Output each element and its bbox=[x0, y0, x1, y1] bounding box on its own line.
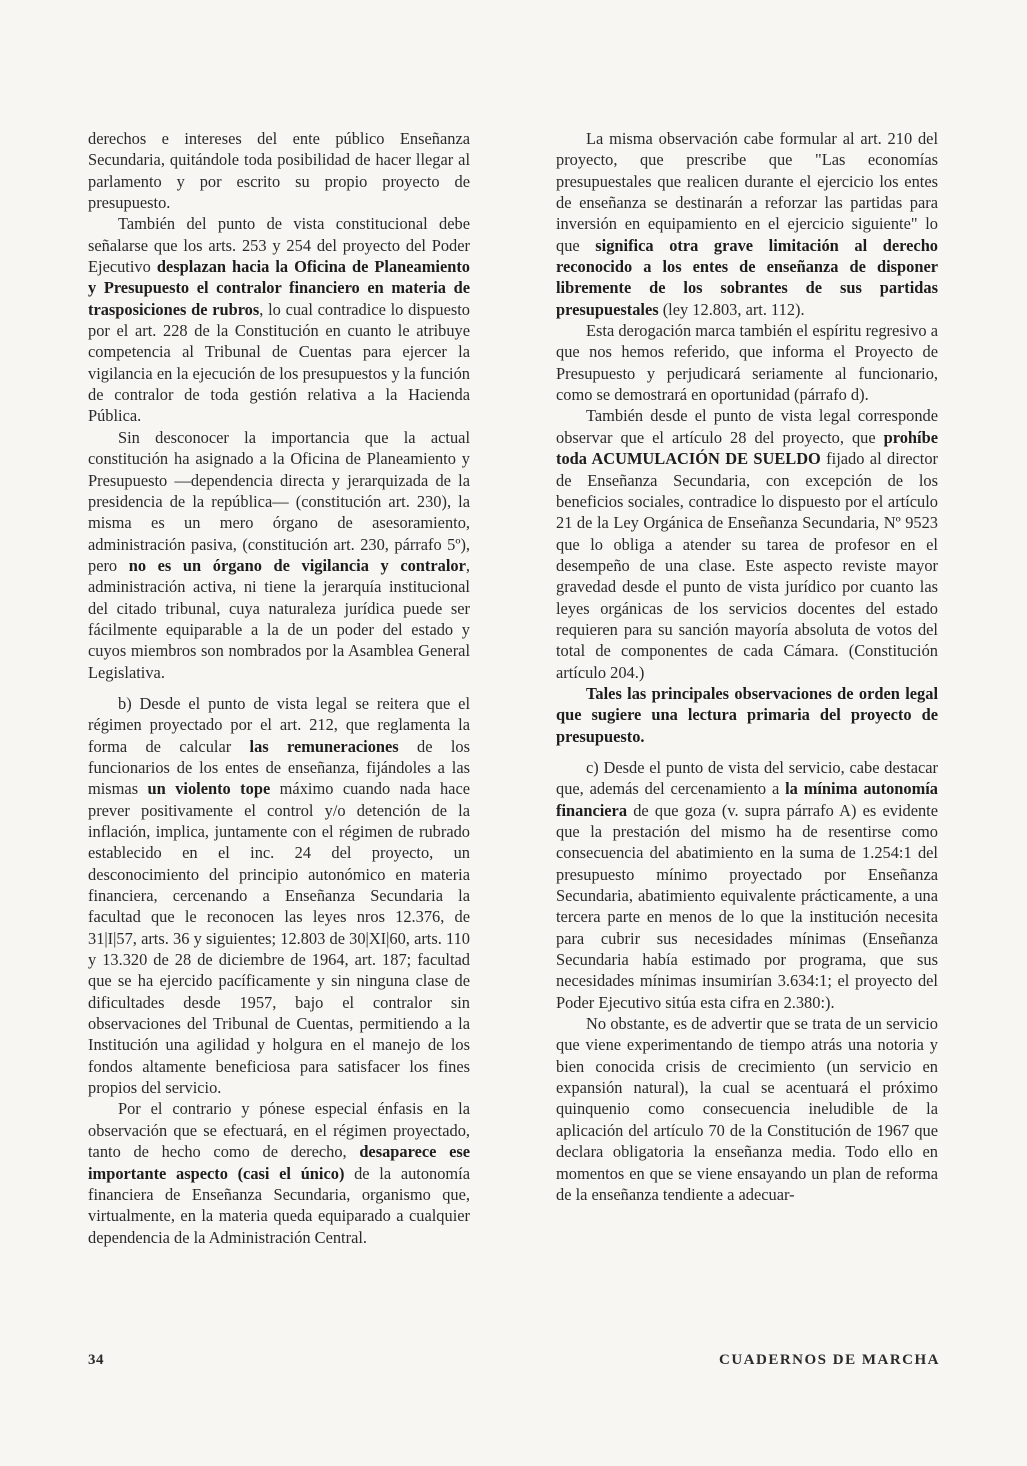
paragraph-text: fijado al director de Enseñanza Secundaria, con excepción de los beneficios sociales, contradice lo dispuesto por el artículo 21 de la Ley Orgánica de Enseñanza Secundaria, Nº 9523 que lo obliga a atender su tarea de profesor en el desempeño de una clase. Este aspecto reviste mayor gravedad desde el punto de vista jurídico por cuanto las leyes orgánicas de los servicios docentes del estado requieren para su sanción mayoría absoluta de votos del total de componentes de cada Cámara. (Constitución artículo 204.) bbox=[556, 449, 938, 682]
emphasis-text: las remuneraciones bbox=[249, 736, 399, 756]
paragraph-text: , administración activa, ni tiene la jerarquía institucional del citado tribunal, cuya naturaleza jurídica puede ser fácilmente equiparable a la de un poder del estado y cuyos miembros son nombrados por la Asamblea General Legislativa. bbox=[88, 555, 470, 682]
paragraph-text: (ley 12.803, art. 112). bbox=[658, 299, 805, 319]
paragraph bbox=[556, 128, 938, 320]
paragraph bbox=[88, 693, 470, 1099]
paragraph-text: No obstante, es de advertir que se trata de un servicio que viene experimentando de tiempo atrás una notoria y bien conocida crisis de crecimiento (un servicio en expansión natural), la cual se acentuará el próximo quinquenio como consecuencia ineludible de la aplicación del artículo 70 de la Constitución de 1967 que declara obligatoria la enseñanza media. Todo ello en momentos en que se viene ensayando un plan de reforma de la enseñanza tendiente a adecuar- bbox=[556, 1014, 938, 1204]
page-number: 34 bbox=[88, 1352, 104, 1368]
journal-title: CUADERNOS DE MARCHA bbox=[718, 1352, 940, 1368]
paragraph-text: La misma observación cabe formular al art. 210 del proyecto, que prescribe que "Las economías presupuestales que realicen durante el ejercicio los entes de enseñanza se destinarán a reforzar las partidas para inversión en equipamiento en el ejercicio siguiente" lo que bbox=[556, 129, 938, 255]
left-column bbox=[88, 128, 470, 1248]
paragraph-text: de la autonomía financiera de Enseñanza Secundaria, organismo que, virtualmente, en la materia queda equiparado a cualquier dependencia de la Administración Central. bbox=[88, 1163, 471, 1247]
paragraph-text: de los funcionarios de los entes de enseñanza, fijándoles a las mismas bbox=[88, 736, 471, 799]
paragraph bbox=[88, 427, 470, 683]
emphasis-text: significa otra grave limitación al derecho reconocido a los entes de enseñanza de disponer libremente de los sobrantes de sus partidas presupuestales bbox=[556, 235, 939, 319]
paragraph bbox=[556, 683, 938, 747]
paragraph bbox=[556, 320, 938, 405]
paragraph bbox=[88, 213, 470, 426]
emphasis-text: prohíbe toda ACUMULACIÓN DE SUELDO bbox=[556, 427, 938, 469]
paragraph-text: , lo cual contradice lo dispuesto por el art. 228 de la Constitución en cuanto le atribuye competencia al Tribunal de Cuentas para ejercer la vigilancia en la ejecución de los presupuestos y la función de contralor de toda gestión relativa a la Hacienda Pública. bbox=[88, 299, 470, 426]
paragraph-text: derechos e intereses del ente público Enseñanza Secundaria, quitándole toda posibilidad de hacer llegar al parlamento y por escrito su propio proyecto de presupuesto. bbox=[88, 129, 470, 213]
paragraph bbox=[556, 405, 938, 682]
paragraph-text: También del punto de vista constitucional debe señalarse que los arts. 253 y 254 del proyecto del Poder Ejecutivo bbox=[88, 214, 470, 277]
paragraph-text: b) Desde el punto de vista legal se reitera que el régimen proyectado por el art. 212, que reglamenta la forma de calcular bbox=[88, 693, 470, 756]
emphasis-text: la mínima autonomía financiera bbox=[556, 779, 938, 820]
paragraph-text: También desde el punto de vista legal corresponde observar que el artículo 28 del proyecto, que bbox=[556, 406, 938, 447]
paragraph bbox=[88, 1098, 470, 1247]
emphasis-text: desaparece ese importante aspecto (casi el único) bbox=[88, 1142, 470, 1183]
paragraph bbox=[88, 128, 470, 213]
paragraph bbox=[556, 1013, 938, 1205]
emphasis-text: Tales las principales observaciones de orden legal que sugiere una lectura primaria del proyecto de presupuesto. bbox=[556, 683, 938, 746]
emphasis-text: desplazan hacia la Oficina de Planeamiento y Presupuesto el contralor financiero en materia de trasposiciones de rubros bbox=[88, 257, 470, 319]
right-column bbox=[556, 128, 938, 1205]
emphasis-text: no es un órgano de vigilancia y contralor bbox=[128, 555, 466, 575]
paragraph-text: c) Desde el punto de vista del servicio, cabe destacar que, además del cercenamiento a bbox=[556, 757, 938, 799]
paragraph-text: Esta derogación marca también el espíritu regresivo a que nos hemos referido, que informa el Proyecto de Presupuesto y perjudicará seriamente al funcionario, como se demostrará en oportunidad (párrafo d). bbox=[556, 321, 938, 405]
paragraph-text: Sin desconocer la importancia que la actual constitución ha asignado a la Oficina de Planeamiento y Presupuesto —dependencia directa y jerarquizada de la presidencia de la república— (constitución art. 230), la misma es un mero órgano de asesoramiento, administración pasiva, (constitución art. 230, párrafo 5º), pero bbox=[88, 427, 470, 575]
paragraph-text: máximo cuando nada hace prever positivamente el control y/o detención de la inflación, implica, juntamente con el régimen de rubrado establecido en el inc. 24 del proyecto, un desconocimiento del principio autonómico en materia financiera, cercenando a Enseñanza Secundaria la facultad que le reconocen las leyes nros 12.376, de 31|I|57, arts. 36 y siguientes; 12.803 de 30|XI|60, arts. 110 y 13.320 de 28 de diciembre de 1964, art. 187; facultad que se ha ejercido pacíficamente y sin ninguna clase de dificultades desde 1957, bajo el contralor sin observaciones del Tribunal de Cuentas, permitiendo a la Institución una agilidad y holgura en el manejo de los fondos altamente beneficiosa para satisfacer los fines propios del servicio. bbox=[88, 779, 471, 1098]
emphasis-text: un violento tope bbox=[147, 779, 271, 799]
paragraph-text: de que goza (v. supra párrafo A) es evidente que la prestación del mismo ha de resentirse como consecuencia del abatimiento en la suma de 1.254:1 del presupuesto mínimo proyectado por Enseñanza Secundaria, abatimiento equivalente prácticamente, a una tercera parte en menos de lo que la institución necesita para cubrir sus necesidades mínimas (Enseñanza Secundaria había estimado por programa, que sus necesidades mínimas insumirían 3.634:1; el proyecto del Poder Ejecutivo sitúa esta cifra en 2.380:). bbox=[556, 800, 938, 1012]
paragraph bbox=[556, 757, 938, 1013]
paragraph-text: Por el contrario y pónese especial énfasis en la observación que se efectuará, en el régimen proyectado, tanto de hecho como de derecho, bbox=[88, 1099, 470, 1162]
